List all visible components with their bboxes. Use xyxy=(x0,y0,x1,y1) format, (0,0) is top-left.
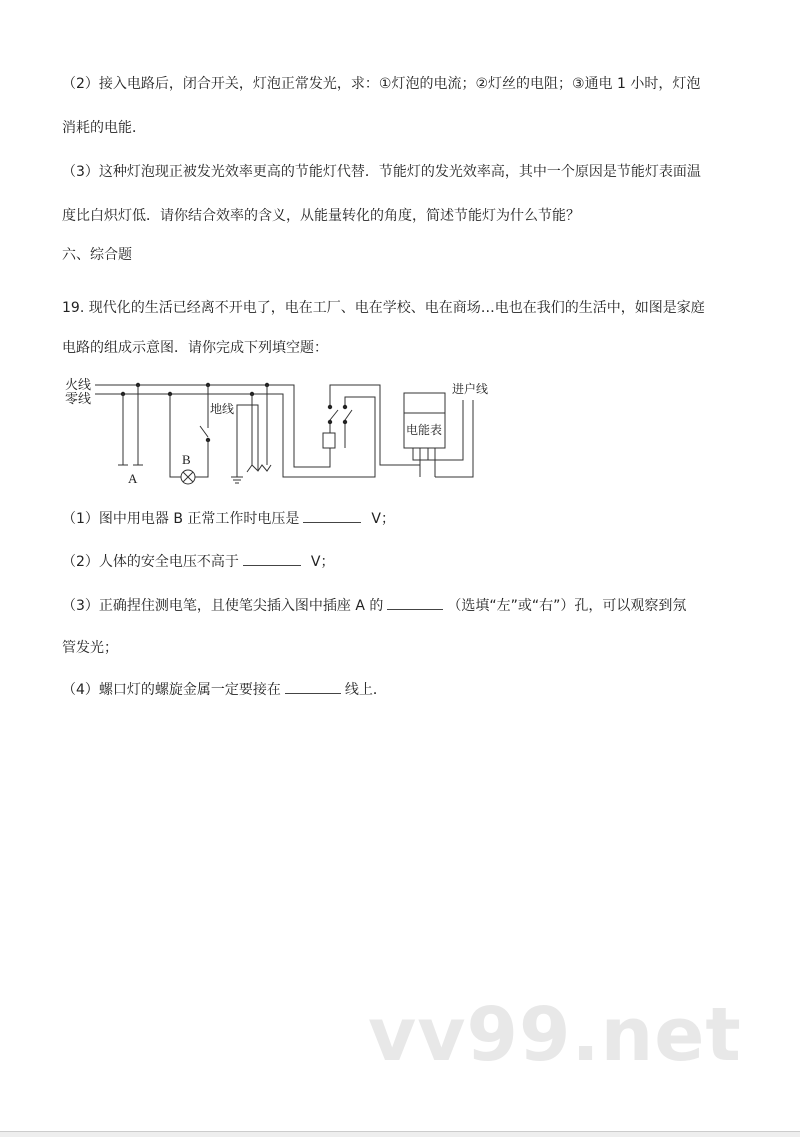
section-heading: 六、综合题 xyxy=(62,247,132,263)
live-wire-label: 火线 xyxy=(65,378,92,393)
question-text: 线上． xyxy=(344,682,387,698)
answer-blank[interactable] xyxy=(387,595,443,610)
meter-label: 电能表 xyxy=(406,423,443,437)
service-line-label: 进户线 xyxy=(452,382,489,396)
question-text: （选填“左”或“右”）孔，可以观察到氖 xyxy=(447,598,687,614)
question-19-4 xyxy=(62,679,387,699)
answer-blank[interactable] xyxy=(285,679,341,694)
ground-wire-label: 地线 xyxy=(210,402,235,416)
question-text: （2）人体的安全电压不高于 xyxy=(62,554,239,570)
text-line: （2）接入电路后，闭合开关，灯泡正常发光，求：①灯泡的电流；②灯丝的电阻；③通电 1 小时，灯泡 xyxy=(62,76,701,92)
answer-blank[interactable] xyxy=(303,508,361,523)
question-19-1 xyxy=(62,508,395,528)
unit-text: V； xyxy=(371,511,395,527)
question-19-3 xyxy=(62,595,686,615)
text-line: （3）这种灯泡现正被发光效率更高的节能灯代替．节能灯的发光效率高，其中一个原因是节能灯表面温 xyxy=(62,164,701,180)
text-line: 度比白炽灯低．请你结合效率的含义，从能量转化的角度，简述节能灯为什么节能？ xyxy=(62,208,580,224)
neutral-wire-label: 零线 xyxy=(65,392,92,407)
unit-text: V； xyxy=(310,554,335,570)
question-19-3-cont: 管发光； xyxy=(62,640,118,656)
question-19-2 xyxy=(62,551,335,571)
watermark: vv99.net xyxy=(368,992,742,1078)
page-bottom-edge xyxy=(0,1131,800,1137)
question-text: （1）图中用电器 B 正常工作时电压是 xyxy=(62,511,300,527)
question-text: （4）螺口灯的螺旋金属一定要接在 xyxy=(62,682,281,698)
question-19-text: 电路的组成示意图．请你完成下列填空题： xyxy=(62,340,328,356)
question-19-text: 19. 现代化的生活已经离不开电了，电在工厂、电在学校、电在商场…电也在我们的生活中，如图是家庭 xyxy=(62,300,705,316)
answer-blank[interactable] xyxy=(243,551,301,566)
lamp-label: B xyxy=(182,452,191,467)
text-line: 消耗的电能． xyxy=(62,120,146,136)
question-text: （3）正确捏住测电笔，且使笔尖插入图中插座 A 的 xyxy=(62,598,384,614)
socket-label: A xyxy=(128,471,138,486)
household-circuit-diagram xyxy=(55,365,505,495)
energy-meter xyxy=(404,393,445,448)
